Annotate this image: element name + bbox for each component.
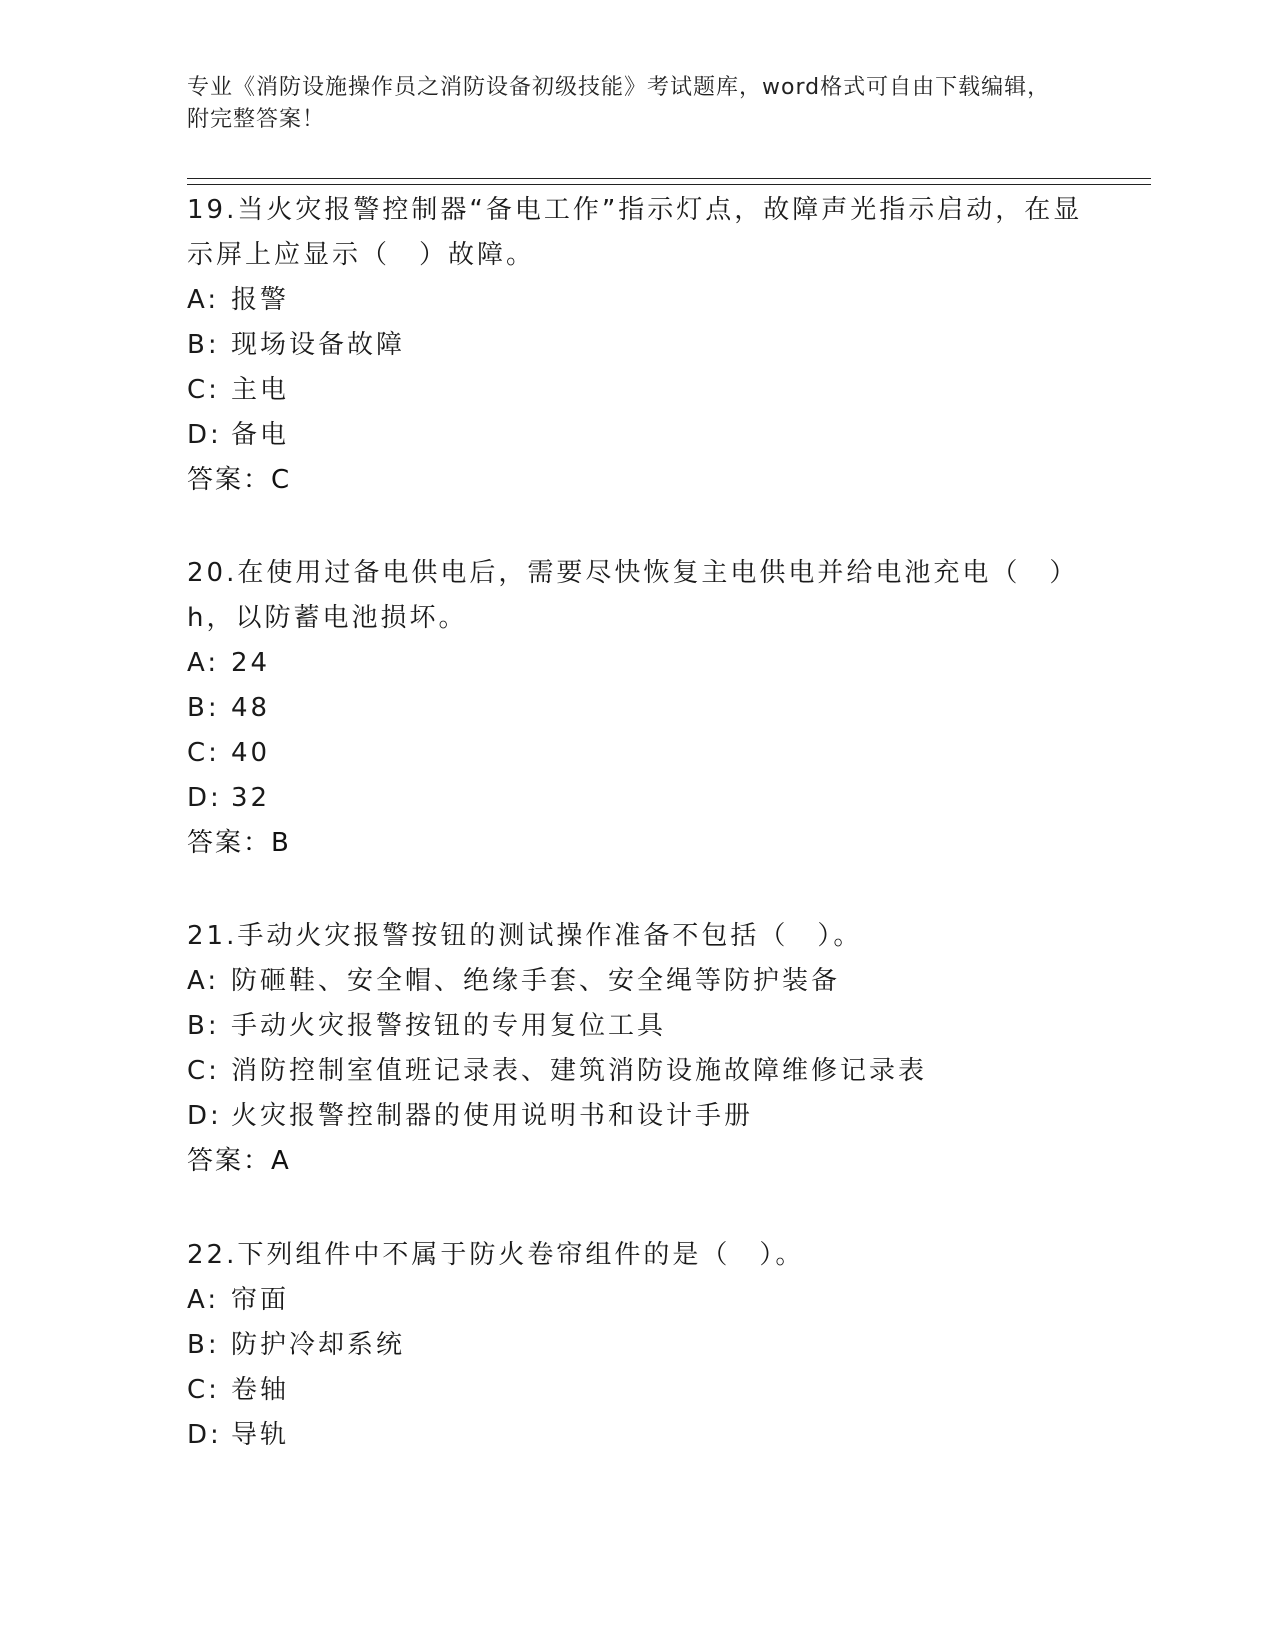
option-text: 32 — [231, 783, 271, 813]
question-19 — [187, 188, 1087, 503]
option-text: 防砸鞋、安全帽、绝缘手套、安全绳等防护装备 — [231, 966, 841, 996]
option-letter: C: — [187, 1056, 220, 1086]
option-letter: A: — [187, 285, 220, 315]
question-stem: 19.当火灾报警控制器“备电工作”指示灯点，故障声光指示启动，在显示屏上应显示（ ）故障。 — [187, 195, 1083, 270]
document-header: 专业《消防设施操作员之消防设备初级技能》考试题库，word格式可自由下载编辑，附完整答案！ — [187, 75, 1051, 132]
option-letter: C: — [187, 1375, 220, 1405]
option-b — [187, 1323, 1087, 1368]
option-text: 防护冷却系统 — [231, 1330, 406, 1360]
option-d — [187, 776, 1087, 821]
option-text: 火灾报警控制器的使用说明书和设计手册 — [231, 1101, 754, 1131]
option-text: 48 — [231, 693, 271, 723]
option-letter: D: — [187, 420, 222, 450]
option-letter: B: — [187, 330, 220, 360]
option-letter: B: — [187, 1330, 220, 1360]
answer: 答案：C — [187, 465, 292, 495]
option-letter: D: — [187, 1420, 222, 1450]
option-letter: D: — [187, 783, 222, 813]
option-a — [187, 1278, 1087, 1323]
option-letter: A: — [187, 1285, 220, 1315]
option-letter: A: — [187, 648, 220, 678]
option-b — [187, 1004, 1087, 1049]
option-letter: D: — [187, 1101, 222, 1131]
option-text: 卷轴 — [231, 1375, 290, 1405]
option-text: 导轨 — [231, 1420, 290, 1450]
header-divider-bottom — [187, 184, 1151, 185]
option-text: 报警 — [231, 285, 290, 315]
option-text: 消防控制室值班记录表、建筑消防设施故障维修记录表 — [231, 1056, 928, 1086]
question-22 — [187, 1233, 1087, 1458]
option-letter: C: — [187, 375, 220, 405]
option-text: 手动火灾报警按钮的专用复位工具 — [231, 1011, 667, 1041]
question-stem: 21.手动火灾报警按钮的测试操作准备不包括（ ）。 — [187, 921, 863, 951]
option-d — [187, 1413, 1087, 1458]
question-21 — [187, 914, 1087, 1184]
answer: 答案：A — [187, 1146, 291, 1176]
option-text: 24 — [231, 648, 271, 678]
option-c — [187, 1368, 1087, 1413]
option-b — [187, 686, 1087, 731]
option-letter: A: — [187, 966, 220, 996]
option-text: 主电 — [231, 375, 290, 405]
question-stem: 22.下列组件中不属于防火卷帘组件的是（ ）。 — [187, 1240, 805, 1270]
option-c — [187, 368, 1087, 413]
option-b — [187, 323, 1087, 368]
option-d — [187, 413, 1087, 458]
option-c — [187, 731, 1087, 776]
option-c — [187, 1049, 1087, 1094]
option-text: 40 — [231, 738, 271, 768]
option-text: 现场设备故障 — [231, 330, 406, 360]
answer: 答案：B — [187, 828, 291, 858]
option-text: 备电 — [231, 420, 290, 450]
option-a — [187, 641, 1087, 686]
option-letter: C: — [187, 738, 220, 768]
option-letter: B: — [187, 693, 220, 723]
option-text: 帘面 — [231, 1285, 290, 1315]
option-d — [187, 1094, 1087, 1139]
option-letter: B: — [187, 1011, 220, 1041]
option-a — [187, 959, 1087, 1004]
question-stem: 20.在使用过备电供电后，需要尽快恢复主电供电并给电池充电（ ）h，以防蓄电池损坏。 — [187, 558, 1079, 633]
option-a — [187, 278, 1087, 323]
header-divider-top — [187, 178, 1151, 179]
question-20 — [187, 551, 1087, 866]
